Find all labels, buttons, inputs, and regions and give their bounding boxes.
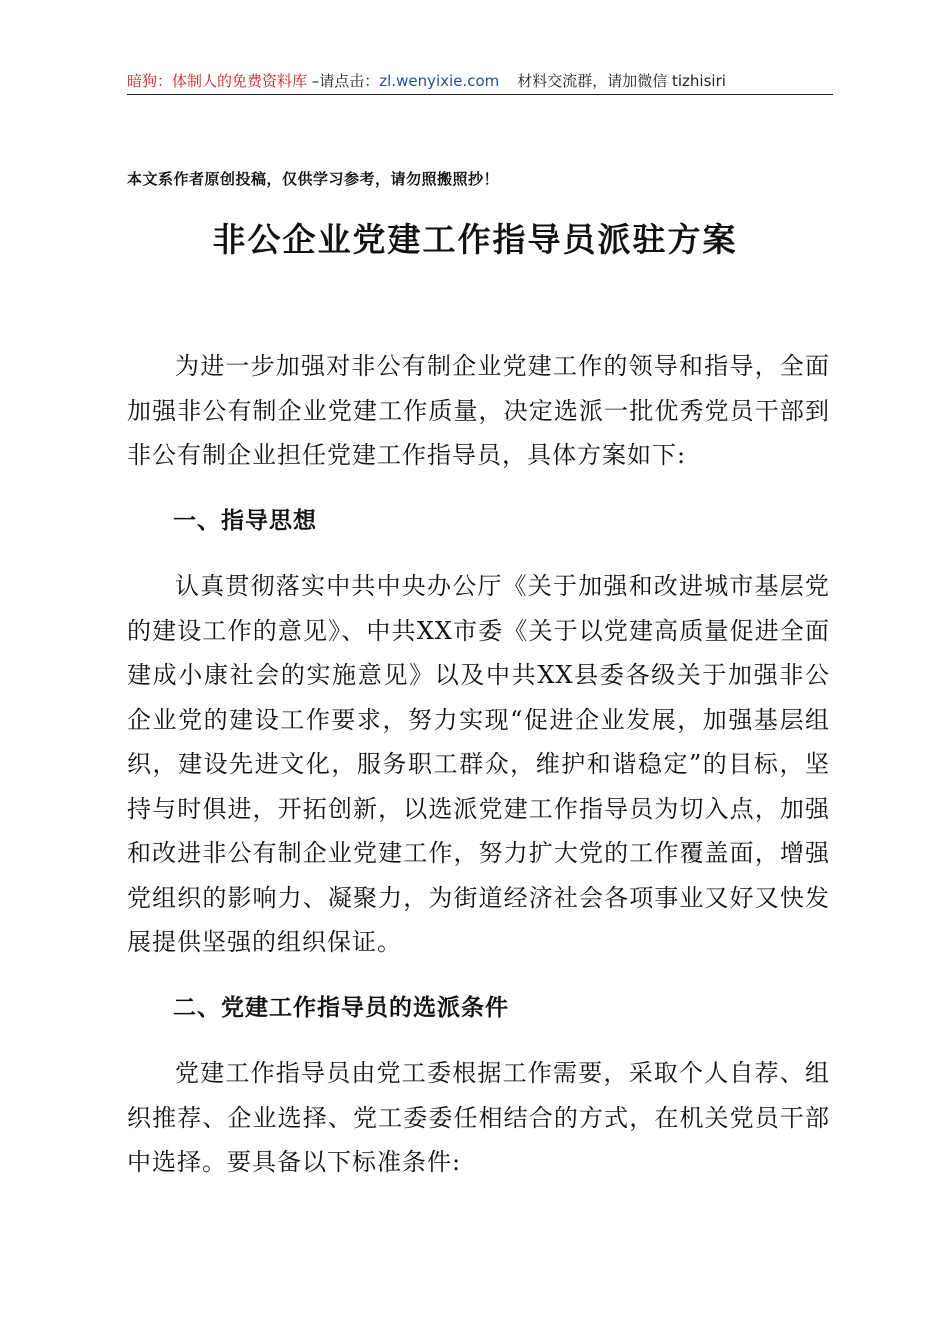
copyright-notice: 本文系作者原创投稿，仅供学习参考，请勿照搬照抄！ bbox=[127, 170, 500, 188]
header-brand: 暗狗：体制人的免费资料库 bbox=[127, 72, 308, 90]
section-heading-guiding-thought: 一、指导思想 bbox=[173, 507, 317, 534]
document-body bbox=[127, 344, 830, 1206]
section-heading-selection-criteria: 二、党建工作指导员的选派条件 bbox=[173, 994, 509, 1021]
page-header bbox=[127, 70, 833, 95]
section-body-guiding-thought: 认真贯彻落实中共中央办公厅《关于加强和改进城市基层党的建设工作的意见》、中共XX市委《关于以党建高质量促进全面建成小康社会的实施意见》以及中共XX县委各级关于加强非公企业党的建设工作要求，努力实现“促进企业发展，加强基层组织，建设先进文化，服务职工群众，维护和谐稳定”的目标，坚持与时俱进，开拓创新，以选派党建工作指导员为切入点，加强和改进非公有制企业党建工作，努力扩大党的工作覆盖面，增强党组织的影响力、凝聚力，为街道经济社会各项事业又好又快发展提供坚强的组织保证。 bbox=[127, 572, 830, 956]
document-title: 非公企业党建工作指导员派驻方案 bbox=[212, 220, 738, 259]
header-prompt: –请点击： bbox=[307, 72, 380, 90]
intro-paragraph: 为进一步加强对非公有制企业党建工作的领导和指导，全面加强非公有制企业党建工作质量，决定选派一批优秀党员干部到非公有制企业担任党建工作指导员，具体方案如下: bbox=[127, 352, 830, 469]
section-body-selection-criteria: 党建工作指导员由党工委根据工作需要，采取个人自荐、组织推荐、企业选择、党工委委任相结合的方式，在机关党员干部中选择。要具备以下标准条件: bbox=[127, 1059, 830, 1176]
header-group-info: 材料交流群，请加微信 tizhisiri bbox=[517, 72, 726, 90]
header-url-link[interactable]: zl.wenyixie.com bbox=[379, 72, 500, 90]
